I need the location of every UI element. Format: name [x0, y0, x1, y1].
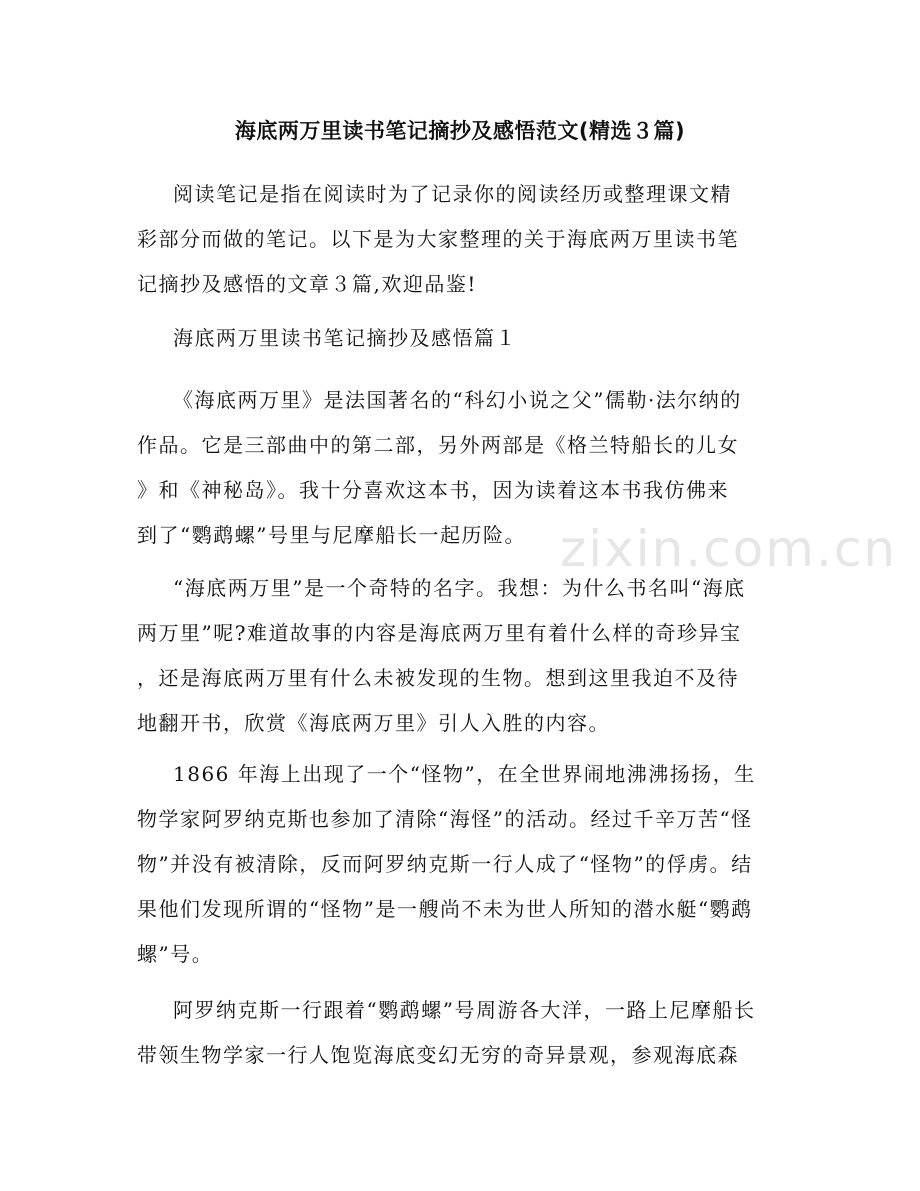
paragraph-line: 物”并没有被清除，反而阿罗纳克斯一行人成了“怪物”的俘虏。结	[137, 852, 753, 876]
intro-paragraph	[137, 172, 797, 307]
paragraph-line: ，还是海底两万里有什么未被发现的生物。想到这里我迫不及待	[137, 666, 739, 690]
body-paragraph	[137, 566, 797, 746]
body-paragraph	[137, 378, 797, 558]
body-paragraph	[137, 752, 797, 977]
paragraph-line: 1866 年海上出现了一个“怪物”，在全世界闹地沸沸扬扬，生	[173, 762, 756, 786]
paragraph-line: 《海底两万里》是法国著名的“科幻小说之父”儒勒·法尔纳的	[173, 388, 742, 412]
paragraph-line: 阅读笔记是指在阅读时为了记录你的阅读经历或整理课文精	[173, 182, 732, 206]
paragraph-line: 物学家阿罗纳克斯也参加了清除“海怪”的活动。经过千辛万苦“怪	[137, 807, 753, 831]
paragraph-line: “海底两万里”是一个奇特的名字。我想：为什么书名叫“海底	[173, 576, 746, 600]
paragraph-line: 》和《神秘岛》。我十分喜欢这本书，因为读着这本书我仿佛来	[137, 478, 729, 502]
paragraph-line: 记摘抄及感悟的文章３篇,欢迎品鉴!	[137, 272, 477, 296]
paragraph-line: 两万里”呢?难道故事的内容是海底两万里有着什么样的奇珍异宝	[137, 621, 742, 645]
paragraph-line: 果他们发现所谓的“怪物”是一艘尚不未为世人所知的潜水艇“鹦鹉	[137, 897, 753, 921]
document-title: 海底两万里读书笔记摘抄及感悟范文(精选３篇)	[234, 119, 686, 143]
paragraph-line: 带领生物学家一行人饱览海底变幻无穷的奇异景观，参观海底森	[137, 1043, 739, 1067]
section-heading-text: 海底两万里读书笔记摘抄及感悟篇１	[173, 326, 517, 350]
section-heading	[137, 316, 797, 361]
paragraph-line: 到了“鹦鹉螺”号里与尼摩船长一起历险。	[137, 523, 526, 547]
paragraph-line: 作品。它是三部曲中的第二部，另外两部是《格兰特船长的儿女	[137, 433, 739, 457]
paragraph-line: 彩部分而做的笔记。以下是为大家整理的关于海底两万里读书笔	[137, 227, 739, 251]
paragraph-line: 螺”号。	[137, 942, 214, 966]
paragraph-line: 阿罗纳克斯一行跟着“鹦鹉螺”号周游各大洋，一路上尼摩船长	[173, 998, 756, 1022]
body-paragraph	[137, 988, 797, 1078]
watermark: zixin.com.cn	[560, 520, 898, 578]
paragraph-line: 地翻开书，欣赏《海底两万里》引人入胜的内容。	[137, 711, 610, 735]
